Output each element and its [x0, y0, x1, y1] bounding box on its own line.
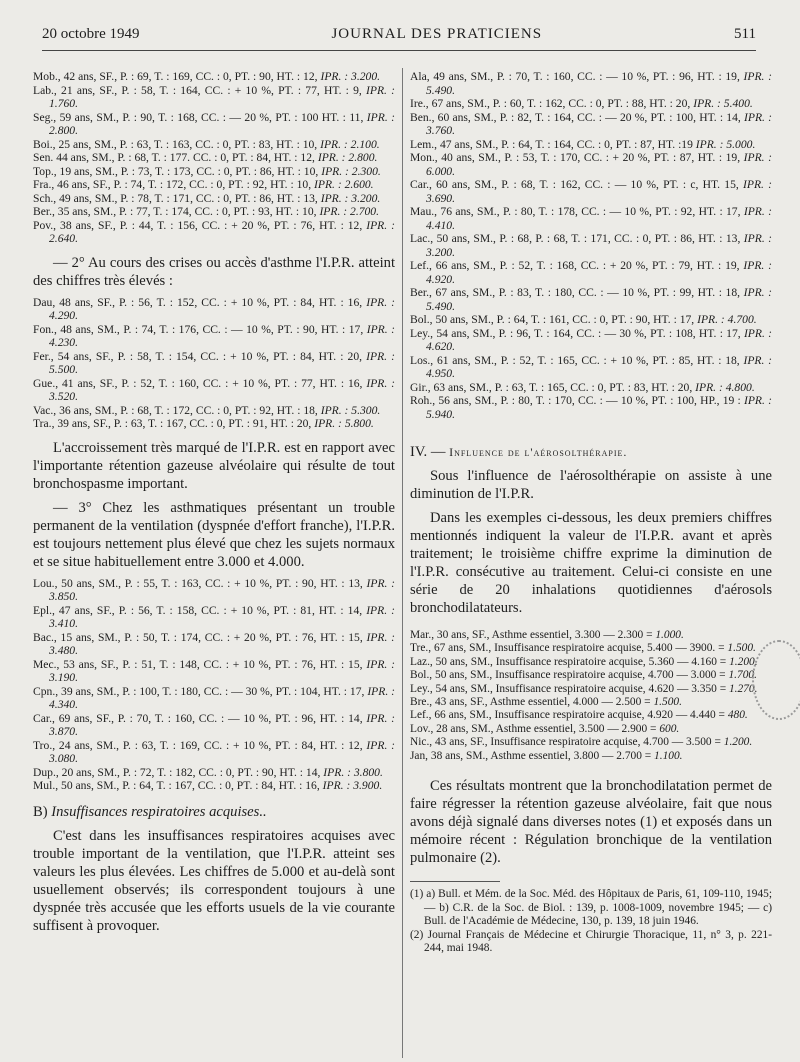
patient-entry-data: Mon., 40 ans, SM., P. : 53, T. : 170, CC. : + 20 %, PT. : 87, HT. : 19,	[410, 151, 744, 164]
entries-list-a	[33, 70, 395, 246]
patient-entry-ipr: IPR. : 5.300.	[320, 403, 381, 417]
patient-entry-data: Bac., 15 ans, SM., P. : 50, T. : 174, CC. : + 20 %, PT. : 76, HT. : 15,	[33, 630, 367, 644]
library-stamp	[752, 640, 800, 720]
aerosol-result-value: 1.100.	[654, 749, 683, 762]
aerosol-result-entry	[410, 709, 766, 722]
patient-entry-data: Fon., 48 ans, SM., P. : 74, T. : 176, CC. : — 10 %, PT. : 90, HT. : 17,	[33, 322, 367, 336]
patient-entry-data: Sen. 44 ans, SM., P. : 68, T. : 177. CC. : 0, PT. : 84, HT. : 12,	[33, 151, 318, 164]
aerosol-result-data: Laz., 50 ans, SM., Insuffisance respiratoire acquise, 5.360 — 4.160 =	[410, 655, 730, 668]
patient-entry-data: Sch., 49 ans, SM., P. : 78, T. : 171, CC. : 0, PT. : 86, HT. : 13,	[33, 191, 321, 205]
aerosol-result-value: 600.	[659, 722, 680, 735]
aerosol-result-data: Bre., 43 ans, SF., Asthme essentiel, 4.000 — 2.500 =	[410, 696, 654, 709]
patient-entry-data: Ley., 54 ans, SM., P. : 96, T. : 164, CC. : — 30 %, PT. : 108, HT. : 17,	[410, 326, 744, 340]
patient-entry-ipr: IPR. : 4.950.	[426, 353, 772, 380]
patient-entry	[33, 219, 395, 246]
patient-entry-data: Lab., 21 ans, SF., P. : 58, T. : 164, CC. : + 10 %, PT. : 77, HT. : 9,	[33, 83, 366, 97]
patient-entry	[33, 178, 395, 192]
patient-entry-data: Top., 19 ans, SM., P. : 73, T. : 173, CC. : 0, PT. : 86, HT. : 10,	[33, 164, 322, 178]
patient-entry-ipr: IPR. : 3.480.	[49, 630, 395, 657]
aerosol-result-entry	[410, 656, 766, 669]
patient-entry	[33, 779, 395, 793]
patient-entry-data: Mul., 50 ans, SM., P. : 64, T. : 167, CC. : 0, PT. : 84, HT. : 16,	[33, 779, 323, 792]
section-iv-title: Influence de l'aérosolthérapie.	[449, 445, 628, 459]
column-divider	[402, 68, 403, 1058]
aerosol-result-data: Tre., 67 ans, SM., Insuffisance respiratoire acquise, 5.400 — 3900. =	[410, 642, 728, 655]
patient-entry	[33, 151, 395, 165]
patient-entry	[410, 205, 772, 232]
patient-entry-ipr: IPR. : 2.800.	[317, 151, 378, 164]
patient-entry-data: Tro., 24 ans, SM., P. : 63, T. : 169, CC. : + 10 %, PT. : 84, HT. : 12,	[33, 738, 367, 752]
patient-entry-data: Ber., 35 ans, SM., P. : 77, T. : 174, CC. : 0, PT. : 93, HT. : 10,	[33, 205, 320, 218]
patient-entry	[410, 354, 772, 381]
aerosol-result-data: Ley., 54 ans, SM., Insuffisance respiratoire acquise, 4.620 — 3.350 =	[410, 682, 729, 695]
patient-entry-data: Cpn., 39 ans, SM., P. : 100, T. : 180, CC. : — 30 %, PT. : 104, HT. : 17,	[33, 684, 368, 698]
patient-entry	[33, 84, 395, 111]
patient-entry	[33, 377, 395, 404]
patient-entry-ipr: IPR. : 4.620.	[426, 326, 772, 353]
patient-entry	[33, 685, 395, 712]
patient-entry-data: Ire., 67 ans, SM., P. : 60, T. : 162, CC. : 0, PT. : 88, HT. : 20,	[410, 97, 694, 110]
patient-entry	[33, 417, 395, 431]
patient-entry	[410, 232, 772, 259]
patient-entry	[410, 381, 772, 395]
patient-entry-data: Gir., 63 ans, SM., P. : 63, T. : 165, CC. : 0, PT. : 83, HT. : 20,	[410, 380, 696, 394]
paragraph-conclusion: Ces résultats montrent que la bronchodilatation permet de faire régresser la rétention gazeuse alvéolaire, fait que nous avons déjà signalé dans diverses notes (1) et exposés dans un mémoire récent : Régulation bronchique de la ventilation pulmonaire (2).	[410, 778, 772, 867]
patient-entry-data: Ber., 67 ans, SM., P. : 83, T. : 180, CC. : — 10 %, PT. : 99, HT. : 18,	[410, 286, 744, 299]
patient-entry	[410, 151, 772, 178]
patient-entry-ipr: IPR. : 4.230.	[49, 322, 395, 349]
patient-entry-data: Los., 61 ans, SM., P. : 52, T. : 165, CC. : + 10 %, PT. : 85, HT. : 18,	[410, 353, 744, 367]
patient-entry-data: Lem., 47 ans, SM., P. : 64, T. : 164, CC. : 0, PT. : 87, HT. :19	[410, 137, 696, 151]
patient-entry-ipr: IPR. : 5.490.	[426, 70, 773, 97]
patient-entry-data: Mau., 76 ans, SM., P. : 80, T. : 178, CC. : — 10 %, PT. : 92, HT. : 17,	[410, 205, 744, 218]
patient-entry-ipr: IPR. : 5.400.	[693, 97, 753, 110]
aerosol-result-value: 1.270.	[728, 682, 758, 695]
patient-entry	[410, 97, 772, 111]
patient-entry-ipr: IPR. : 3.190.	[49, 657, 395, 684]
patient-entry-data: Car., 60 ans, SM., P. : 68, T. : 162, CC. : — 10 %, PT. : c, HT. 15,	[410, 178, 743, 191]
patient-entry-data: Ala, 49 ans, SM., P. : 70, T. : 160, CC. : — 10 %, PT. : 96, HT. : 19,	[410, 70, 744, 83]
patient-entry-ipr: IPR. : 2.800.	[49, 110, 395, 137]
patient-entry-data: Boi., 25 ans, SM., P. : 63, T. : 163, CC. : 0, PT. : 83, HT. : 10,	[33, 137, 321, 151]
patient-entry-data: Dup., 20 ans, SM., P. : 72, T. : 182, CC. : 0, PT. : 90, HT. : 14,	[33, 765, 324, 779]
aerosol-result-entry	[410, 642, 766, 655]
patient-entry-ipr: IPR. : 5.500.	[49, 349, 395, 376]
patient-entry-ipr: IPR. : 2.300.	[321, 164, 381, 178]
patient-entry	[410, 286, 772, 313]
patient-entry-ipr: IPR. : 3.200.	[320, 70, 381, 83]
aerosol-result-value: 1.700.	[728, 669, 757, 682]
patient-entry	[410, 394, 772, 421]
aerosol-result-data: Nic., 43 ans, SF., Insuffisance respiratoire acquise, 4.700 — 3.500 =	[410, 736, 724, 749]
aerosol-result-data: Lov., 28 ans, SM., Asthme essentiel, 3.500 — 2.900 =	[410, 722, 660, 735]
patient-entry-data: Car., 69 ans, SF., P. : 70, T. : 160, CC. : — 10 %, PT. : 96, HT. : 14,	[33, 711, 367, 725]
left-column	[33, 70, 395, 941]
entries-list-right	[410, 70, 772, 421]
patient-entry-ipr: IPR. : 2.700.	[319, 205, 380, 218]
aerosol-result-value: 480.	[727, 709, 748, 722]
header-journal-title: JOURNAL DES PRATICIENS	[331, 26, 543, 42]
paragraph-aerosol-intro: Sous l'influence de l'aérosolthérapie on assiste à une diminution de l'I.P.R.	[410, 468, 772, 502]
patient-entry	[410, 259, 772, 286]
paragraph-permanent-trouble: — 3° Chez les asthmatiques présentant un trouble permanent de la ventilation (dyspnée d'effort franche), l'I.P.R. est toujours nettement plus élevé que chez les sujets normaux et se situe habituellement entre 3.000 et 4.000.	[33, 499, 395, 570]
patient-entry-ipr: IPR. : 3.080.	[49, 738, 396, 765]
patient-entry	[410, 111, 772, 138]
section-b-heading	[33, 803, 395, 821]
paragraph-aerosol-method: Dans les exemples ci-dessous, les deux premiers chiffres mentionnés indiquent la valeur de l'I.P.R. avant et après traitement; le troisième chiffre exprime la diminution de l'I.P.R. consécutive au traitement. Celui-ci consiste en une série de 20 inhalations quotidiennes d'aérosols bronchodilatateurs.	[410, 510, 772, 616]
header-date: 20 octobre 1949	[42, 26, 140, 42]
patient-entry	[33, 631, 395, 658]
patient-entry	[33, 658, 395, 685]
aerosol-result-data: Mar., 30 ans, SF., Asthme essentiel, 3.300 — 2.300 =	[410, 629, 656, 641]
patient-entry-data: Lef., 66 ans, SM., P. : 52, T. : 168, CC. : + 20 %, PT. : 79, HT. : 19,	[410, 259, 744, 272]
page-header	[42, 26, 756, 51]
paragraph-accroissement: L'accroissement très marqué de l'I.P.R. est en rapport avec l'importante rétention gazeuse alvéolaire qui résulte de tout bronchospasme important.	[33, 439, 395, 492]
patient-entry-ipr: IPR. : 2.640.	[49, 218, 395, 245]
aerosol-result-value: 1.500.	[653, 696, 682, 709]
patient-entry-data: Pov., 38 ans, SF., P. : 44, T. : 156, CC. : + 20 %, PT. : 76, HT. : 12,	[33, 218, 367, 232]
patient-entry	[410, 178, 772, 205]
patient-entry-ipr: IPR. : 3.850.	[49, 576, 395, 603]
patient-entry-data: Lac., 50 ans, SM., P. : 68, P. : 68, T. : 171, CC. : 0, PT. : 86, HT. : 13,	[410, 232, 744, 245]
patient-entry-data: Lou., 50 ans, SM., P. : 55, T. : 163, CC. : + 10 %, PT. : 90, HT. : 13,	[33, 576, 367, 590]
patient-entry-data: Mec., 53 ans, SF., P. : 51, T. : 148, CC. : + 10 %, PT. : 76, HT. : 15,	[33, 657, 367, 671]
patient-entry	[33, 604, 395, 631]
patient-entry-ipr: IPR. : 3.870.	[49, 711, 396, 738]
patient-entry-ipr: IPR. : 3.900.	[322, 779, 383, 792]
patient-entry-ipr: IPR. : 5.490.	[426, 286, 772, 313]
patient-entry-ipr: IPR. : 3.200.	[426, 232, 773, 259]
patient-entry	[33, 766, 395, 780]
patient-entry-ipr: IPR. : 3.200.	[320, 191, 381, 205]
patient-entry	[410, 70, 772, 97]
aerosol-result-value: 1.500.	[727, 642, 756, 655]
aerosol-result-data: Jan, 38 ans, SM., Asthme essentiel, 3.800 — 2.700 =	[410, 749, 655, 762]
right-column	[410, 70, 772, 956]
patient-entry-data: Fer., 54 ans, SF., P. : 58, T. : 154, CC. : + 10 %, PT. : 84, HT. : 20,	[33, 349, 367, 363]
patient-entry	[33, 739, 395, 766]
aerosol-result-entry	[410, 629, 766, 642]
paragraph-insuffisances: C'est dans les insuffisances respiratoires acquises avec trouble important de la ventilation, que l'I.P.R. atteint ses valeurs les plus élevées. Les chiffres de 5.000 et au-delà sont usuellement observés; ils correspondent toujours à une dyspnée très accusée que les efforts usuels de la vie courante suffisent à provoquer.	[33, 827, 395, 934]
aerosol-results-list	[410, 629, 772, 763]
paragraph-asthma-crises: — 2° Au cours des crises ou accès d'asthme l'I.P.R. atteint des chiffres très élevés :	[33, 254, 395, 289]
patient-entry	[33, 205, 395, 219]
patient-entry-ipr: IPR. : 1.760.	[49, 83, 395, 110]
patient-entry-ipr: IPR. : 4.920.	[426, 259, 772, 286]
patient-entry-ipr: IPR. : 6.000.	[426, 151, 772, 178]
aerosol-result-data: Lef., 66 ans, SM., Insuffisance respiratoire acquise, 4.920 — 4.440 =	[410, 709, 728, 722]
aerosol-result-entry	[410, 683, 766, 696]
patient-entry	[33, 577, 395, 604]
aerosol-result-value: 1.000.	[655, 629, 684, 641]
patient-entry-data: Fra., 46 ans, SF., P. : 74, T. : 172, CC. : 0, PT. : 92, HT. : 10,	[33, 178, 314, 191]
aerosol-result-entry	[410, 669, 766, 682]
patient-entry-ipr: IPR. : 5.800.	[314, 417, 374, 430]
aerosol-result-data: Bol., 50 ans, SM., Insuffisance respiratoire acquise, 4.700 — 3.000 =	[410, 669, 729, 682]
patient-entry	[33, 296, 395, 323]
patient-entry-ipr: IPR. : 4.340.	[49, 684, 396, 711]
patient-entry-data: Vac., 36 ans, SM., P. : 68, T. : 172, CC. : 0, PT. : 92, HT. : 18,	[33, 403, 321, 417]
patient-entry-ipr: IPR. : 5.940.	[426, 394, 772, 421]
patient-entry	[33, 712, 395, 739]
header-page-number: 511	[734, 26, 756, 42]
patient-entry	[33, 192, 395, 206]
patient-entry-data: Epl., 47 ans, SF., P. : 56, T. : 158, CC. : + 10 %, PT. : 81, HT. : 14,	[33, 603, 367, 617]
patient-entry-data: Tra., 39 ans, SF., P. : 63, T. : 167, CC. : 0, PT. : 91, HT. : 20,	[33, 417, 315, 430]
patient-entry-ipr: IPR. : 4.700.	[697, 313, 757, 326]
patient-entry-ipr: IPR. : 3.800.	[323, 765, 383, 779]
patient-entry	[410, 138, 772, 152]
patient-entry-data: Mob., 42 ans, SF., P. : 69, T. : 169, CC. : 0, PT. : 90, HT. : 12,	[33, 70, 321, 83]
patient-entry-data: Ben., 60 ans, SM., P. : 82, T. : 164, CC. : — 20 %, PT. : 100, HT. : 14,	[410, 110, 744, 124]
aerosol-result-entry	[410, 723, 766, 736]
footnote-2: (2) Journal Français de Médecine et Chirurgie Thoracique, 11, n° 3, p. 221-244, mai 1948.	[410, 928, 772, 955]
aerosol-result-entry	[410, 750, 766, 763]
patient-entry-ipr: IPR. : 3.520.	[49, 376, 395, 403]
patient-entry-data: Bol., 50 ans, SM., P. : 64, T. : 161, CC. : 0, PT. : 90, HT. : 17,	[410, 313, 698, 326]
patient-entry-ipr: IPR. : 3.760.	[426, 110, 772, 137]
patient-entry	[33, 350, 395, 377]
patient-entry	[33, 323, 395, 350]
patient-entry-ipr: IPR. : 4.290.	[49, 295, 396, 322]
patient-entry	[33, 165, 395, 179]
patient-entry-ipr: IPR. : 2.100.	[320, 137, 380, 151]
section-iv-heading	[410, 443, 772, 461]
aerosol-result-value: 1.200.	[723, 736, 753, 749]
patient-entry-data: Dau, 48 ans, SF., P. : 56, T. : 152, CC. : + 10 %, PT. : 84, HT. : 16,	[33, 295, 367, 309]
section-b-title: Insuffisances respiratoires acquises..	[51, 803, 267, 820]
patient-entry-ipr: IPR. : 2.600.	[314, 178, 374, 191]
entries-list-b	[33, 296, 395, 431]
patient-entry	[410, 327, 772, 354]
patient-entry	[33, 70, 395, 84]
patient-entry	[33, 111, 395, 138]
patient-entry	[33, 404, 395, 418]
patient-entry-ipr: IPR. : 3.690.	[426, 178, 772, 205]
patient-entry	[410, 313, 772, 327]
patient-entry-data: Roh., 56 ans, SM., P. : 80, T. : 170, CC. : — 10 %, PT. : 100, HP., 19 :	[410, 394, 744, 407]
patient-entry-ipr: IPR. : 5.000.	[695, 137, 756, 151]
aerosol-result-entry	[410, 696, 766, 709]
entries-list-c	[33, 577, 395, 793]
footnote-1: (1) a) Bull. et Mém. de la Soc. Méd. des Hôpitaux de Paris, 61, 109-110, 1945; — b) C.R. de la Soc. de Biol. : 139, p. 1008-1009, novembre 1945; — c) Bull. de l'Académie de Médecine, 130, p. 139, 18 juin 1946.	[410, 888, 772, 928]
section-b-label: B)	[33, 803, 48, 820]
aerosol-result-entry	[410, 736, 766, 749]
patient-entry-ipr: IPR. : 4.800.	[695, 380, 755, 394]
patient-entry-ipr: IPR. : 4.410.	[426, 205, 772, 232]
aerosol-result-value: 1.200.	[729, 655, 758, 668]
footnote-rule	[410, 881, 500, 882]
patient-entry-data: Gue., 41 ans, SF., P. : 52, T. : 160, CC. : + 10 %, PT. : 77, HT. : 16,	[33, 376, 367, 390]
patient-entry	[33, 138, 395, 152]
section-iv-label: IV. —	[410, 444, 446, 460]
patient-entry-ipr: IPR. : 3.410.	[49, 603, 396, 630]
patient-entry-data: Seg., 59 ans, SM., P. : 90, T. : 168, CC. : — 20 %, PT. : 100 HT. : 11,	[33, 110, 367, 124]
